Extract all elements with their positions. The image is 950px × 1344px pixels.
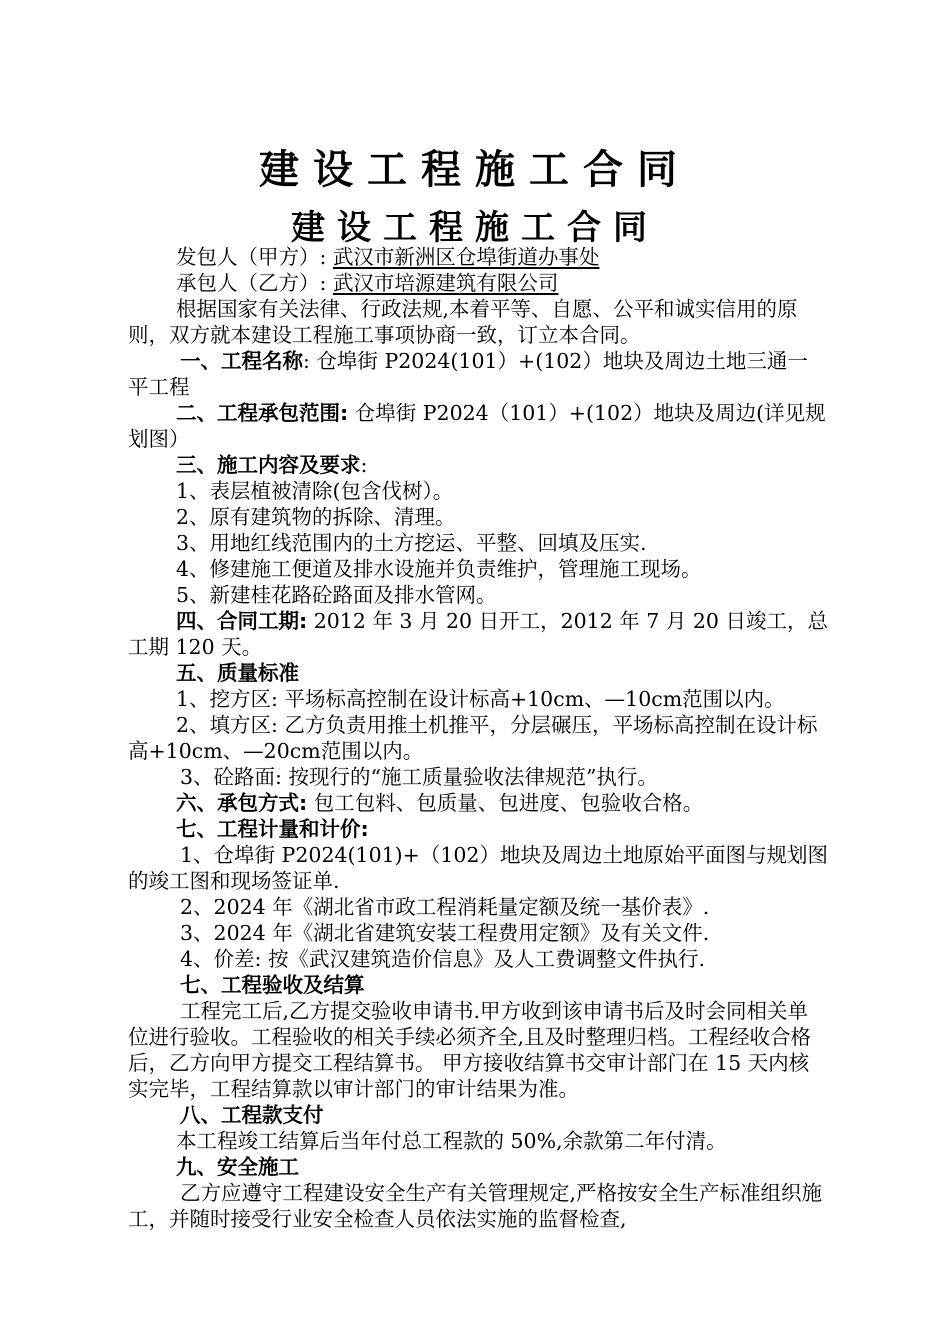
section-9-text: 乙方应遵守工程建设安全生产有关管理规定,严格按安全生产标准组织施工，并随时接受行业安全检查人员依法实施的监督检查, — [128, 1181, 823, 1231]
section-7b-heading — [128, 972, 828, 998]
section-3-colon: : — [360, 453, 368, 477]
section-1-text: : 仓埠街 P2024(101）+(102）地块及周边土地三通一平工程 — [128, 349, 808, 399]
section-7b-text: 工程完工后,乙方提交验收申请书.甲方收到该申请书后及时会同相关单位进行验收。工程验收的相关手续必须齐全,且及时整理归档。工程经收合格后，乙方向甲方提交工程结算书。 甲方接收结算书交审计部门在 15 天内核实完毕，工程结算款以审计部门的审计结果为准。 — [128, 999, 812, 1101]
section-6 — [128, 790, 828, 816]
section-8-text: 本工程竣工结算后当年付总工程款的 50%,余款第二年付清。 — [176, 1129, 727, 1153]
section-7b-heading-text: 七、工程验收及结算 — [180, 973, 365, 997]
list-item: 4、价差: 按《武汉建筑造价信息》及人工费调整文件执行. — [180, 947, 705, 971]
section-9-heading — [128, 1154, 828, 1180]
section-2 — [128, 400, 828, 452]
list-item: 3、2024 年《湖北省建筑安装工程费用定额》及有关文件. — [180, 921, 710, 945]
list-item: 4、修建施工便道及排水设施并负责维护，管理施工现场。 — [176, 557, 702, 581]
list-item: 2、原有建筑物的拆除、清理。 — [176, 505, 456, 529]
list-item: 1、表层植被清除(包含伐树）。 — [176, 479, 454, 503]
section-8-heading — [128, 1102, 828, 1128]
party-b-line — [128, 270, 828, 296]
list-item: 2、填方区: 乙方负责用推土机推平，分层碾压，平场标高控制在设计标高+10cm、—20cm范围以内。 — [128, 713, 818, 763]
party-a-name: 武汉市新洲区仓埠街道办事处 — [332, 245, 600, 269]
list-item: 1、挖方区: 平场标高控制在设计标高+10cm、—10cm范围以内。 — [176, 687, 785, 711]
party-b-name: 武汉市培源建筑有限公司 — [332, 271, 559, 295]
section-6-heading: 六、承包方式: — [176, 791, 308, 815]
party-a-line — [128, 244, 828, 270]
intro-paragraph: 根据国家有关法律、行政法规,本着平等、自愿、公平和诚实信用的原则，双方就本建设工程施工事项协商一致，订立本合同。 — [128, 297, 798, 347]
section-4 — [128, 608, 828, 660]
section-8-heading-text: 八、工程款支付 — [180, 1103, 324, 1127]
section-7-heading — [128, 816, 828, 842]
document-title: 建设工程施工合同 — [259, 147, 691, 193]
section-9-heading-text: 九、安全施工 — [176, 1155, 299, 1179]
section-5-heading — [128, 660, 828, 686]
section-3-heading: 三、施工内容及要求 — [176, 453, 361, 477]
list-item: 3、用地红线范围内的土方挖运、平整、回填及压实. — [176, 531, 647, 555]
section-5-heading-text: 五、质量标准 — [176, 661, 299, 685]
section-1 — [128, 348, 828, 400]
section-3-heading-line — [128, 452, 828, 478]
section-2-text: 仓埠街 P2024（101）+(102）地块及周边(详见规划图） — [128, 401, 826, 451]
party-a-label: 发包人（甲方）: — [176, 245, 333, 269]
list-item: 3、砼路面: 按现行的“施工质量验收法律规范”执行。 — [180, 765, 658, 789]
section-7-heading-text: 七、工程计量和计价: — [176, 817, 369, 841]
section-2-heading: 二、工程承包范围: — [176, 401, 349, 425]
section-6-text: 包工包料、包质量、包进度、包验收合格。 — [307, 791, 704, 815]
list-item: 2、2024 年《湖北省市政工程消耗量定额及统一基价表》. — [180, 895, 710, 919]
section-4-heading: 四、合同工期: — [176, 609, 308, 633]
list-item: 5、新建桂花路砼路面及排水管网。 — [176, 583, 497, 607]
list-item: 1、仓埠街 P2024(101)+（102）地块及周边土地原始平面图与规划图的竣工图和现场签证单. — [128, 843, 828, 893]
party-b-label: 承包人（乙方）: — [176, 271, 333, 295]
document-subtitle: 建设工程施工合同 — [291, 208, 659, 248]
contract-body — [128, 244, 828, 1232]
section-4-text: 2012 年 3 月 20 日开工，2012 年 7 月 20 日竣工，总工期 120 天。 — [128, 609, 828, 659]
section-1-heading: 一、工程名称 — [180, 349, 303, 373]
